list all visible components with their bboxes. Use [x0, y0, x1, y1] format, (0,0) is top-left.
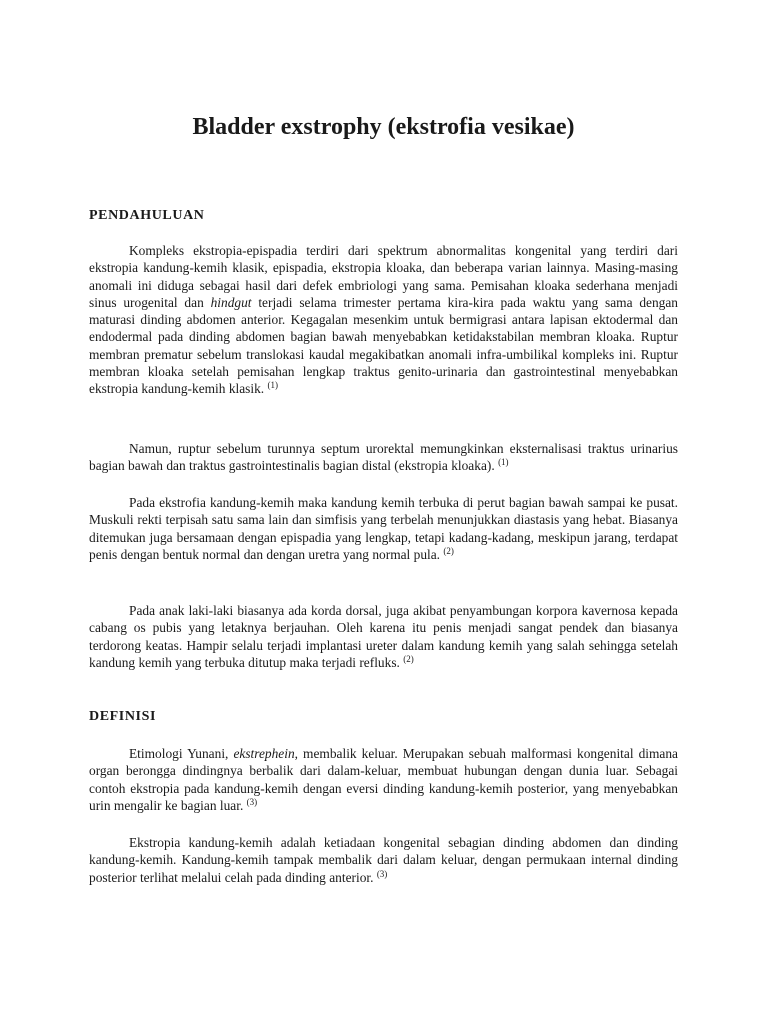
reference-marker: (1) [498, 457, 509, 468]
paragraph-text: Namun, ruptur sebelum turunnya septum urorektal memungkinkan eksternalisasi traktus urinarius bagian bawah dan traktus gastrointestinalis bagian distal (ekstropia kloaka). [89, 441, 678, 474]
paragraph-text: Kompleks ekstropia-epispadia terdiri dari spektrum abnormalitas kongenital yang terdiri dari ekstropia kandung-kemih klasik, epispadia, ekstropia kloaka, dan beberapa varian lainnya. Masing-masing anomali ini diduga sebagai hasil dari defek embriologi yang sama. Pemisahan kloaka sederhana menjadi sinus urogenital dan [89, 243, 678, 310]
paragraph-pendahuluan-1 [89, 242, 678, 398]
document-title: Bladder exstrophy (ekstrofia vesikae) [192, 114, 575, 140]
paragraph-definisi-2 [89, 834, 678, 886]
paragraph-text: Pada anak laki-laki biasanya ada korda dorsal, juga akibat penyambungan korpora kavernosa kepada cabang os pubis yang letaknya berjauhan. Oleh karena itu penis menjadi sangat pendek dan biasanya terdorong keatas. Hampir selalu terjadi implantasi ureter dalam kandung kemih yang salah sehingga setelah kandung kemih yang terbuka ditutup maka terjadi refluks. [89, 603, 678, 670]
reference-marker: (3) [376, 868, 388, 879]
emphasis-term: ekstrephein [233, 746, 295, 761]
paragraph-definisi-1 [89, 745, 678, 814]
paragraph-pendahuluan-2 [89, 440, 678, 475]
section-heading-pendahuluan: PENDAHULUAN [89, 208, 205, 223]
paragraph-pendahuluan-3 [89, 494, 678, 563]
paragraph-text: terjadi selama trimester pertama kira-kira pada waktu yang sama dengan maturasi dinding abdomen anterior. Kegagalan mesenkim untuk bermigrasi antara lapisan ektodermal dan endodermal pada dinding abdomen bagian bawah menyebabkan ketidakstabilan membran kloaka. Ruptur membran prematur sebelum translokasi kaudal megakibatkan anomali infra-umbilikal kompleks ini. Ruptur membran kloaka setelah pemisahan lengkap traktus genito-urinaria dan gastrointestinal menyebabkan ekstropia kandung-kemih klasik. [89, 294, 678, 397]
reference-marker: (2) [403, 653, 414, 664]
paragraph-pendahuluan-4 [89, 602, 678, 671]
paragraph-text: Ekstropia kandung-kemih adalah ketiadaan kongenital sebagian dinding abdomen dan dinding kandung-kemih. Kandung-kemih tampak membalik dari dalam keluar, dengan permukaan internal dinding posterior terlihat melalui celah pada dinding anterior. [89, 835, 678, 885]
reference-marker: (1) [267, 380, 279, 391]
section-heading-definisi: DEFINISI [89, 709, 157, 724]
reference-marker: (3) [246, 796, 258, 807]
emphasis-term: hindgut [210, 294, 252, 310]
paragraph-text: Etimologi Yunani, [129, 746, 234, 761]
reference-marker: (2) [443, 545, 454, 556]
paragraph-text: , membalik keluar. Merupakan sebuah malformasi kongenital dimana organ berongga dindingnya berbalik dari dalam-keluar, membuat hubungan dengan dunia luar. Sebagai contoh ekstropia pada kandung-kemih dengan eversi dinding kandung-kemih posterior, yang menyebabkan urin mengalir ke bagian luar. [89, 746, 678, 813]
paragraph-text: Pada ekstrofia kandung-kemih maka kandung kemih terbuka di perut bagian bawah sampai ke pusat. Muskuli rekti terpisah satu sama lain dan simfisis yang terbelah menunjukkan diastasis yang hebat. Biasanya ditemukan juga bersamaan dengan epispadia yang lengkap, tetapi kadang-kadang, meskipun jarang, terdapat penis dengan bentuk normal dan dengan uretra yang normal pula. [89, 495, 678, 562]
